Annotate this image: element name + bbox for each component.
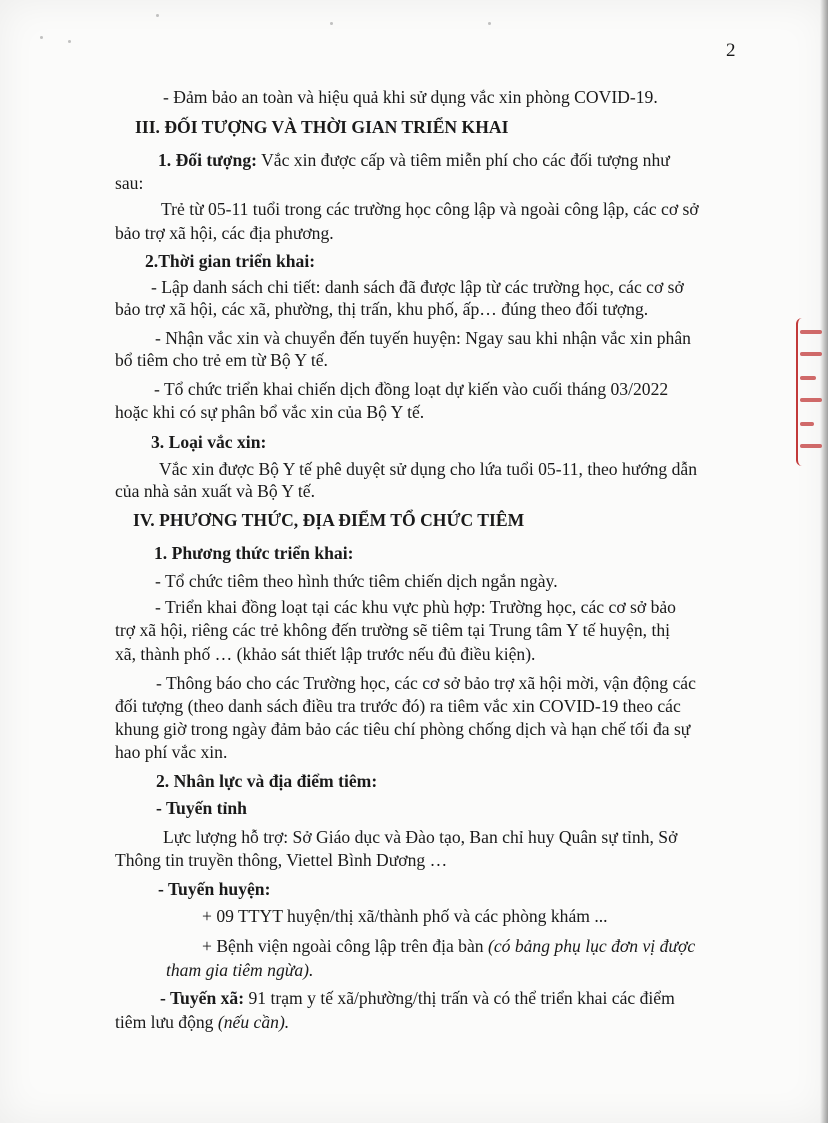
- subheading-thoi-gian: 2.Thời gian triển khai:: [145, 251, 316, 271]
- subheading-tuyen-tinh: - Tuyến tỉnh: [156, 798, 247, 818]
- text-line: [158, 149, 670, 171]
- text-line: của nhà sản xuất và Bộ Y tế.: [115, 481, 315, 501]
- section-heading-iv: IV. PHƯƠNG THỨC, ĐỊA ĐIỂM TỔ CHỨC TIÊM: [133, 510, 525, 530]
- text-line: trợ xã hội, riêng các trẻ không đến trường sẽ tiêm tại Trung tâm Y tế huyện, thị: [115, 620, 671, 640]
- text-line: hao phí vắc xin.: [115, 742, 228, 762]
- text-line: - Đảm bảo an toàn và hiệu quả khi sử dụng vắc xin phòng COVID-19.: [163, 87, 658, 107]
- text-span: tiêm lưu động: [115, 1012, 218, 1032]
- text-line: đối tượng (theo danh sách điều tra trước đó) ra tiêm vắc xin COVID-19 theo các: [115, 696, 681, 716]
- text-line: - Triển khai đồng loạt tại các khu vực phù hợp: Trường học, các cơ sở bảo: [155, 597, 676, 617]
- text-line: Vắc xin được Bộ Y tế phê duyệt sử dụng cho lứa tuổi 05-11, theo hướng dẫn: [159, 459, 698, 479]
- text-line: bảo trợ xã hội, các xã, phường, thị trấn, khu phố, ấp… đúng theo đối tượng.: [115, 299, 649, 319]
- text-line: - Thông báo cho các Trường học, các cơ sở bảo trợ xã hội mời, vận động các: [156, 673, 696, 693]
- text-line: hoặc khi có sự phân bổ vắc xin của Bộ Y tế.: [115, 402, 425, 422]
- text-line: - Tổ chức triển khai chiến dịch đồng loạt dự kiến vào cuối tháng 03/2022: [154, 379, 669, 399]
- text-line: sau:: [115, 173, 144, 193]
- text-line: [160, 987, 675, 1009]
- subheading-doi-tuong: 1. Đối tượng:: [158, 150, 257, 170]
- subheading-phuong-thuc: 1. Phương thức triển khai:: [154, 543, 354, 563]
- text-span: 91 trạm y tế xã/phường/thị trấn và có thể triển khai các điểm: [244, 988, 675, 1008]
- text-span-italic: (nếu cần).: [217, 1012, 290, 1032]
- page-edge-shadow: [820, 0, 828, 1123]
- text-line-italic: tham gia tiêm ngừa).: [166, 960, 314, 980]
- text-span: + Bệnh viện ngoài công lập trên địa bàn: [202, 936, 488, 956]
- text-line: - Lập danh sách chi tiết: danh sách đã được lập từ các trường học, các cơ sở: [151, 277, 684, 297]
- text-span: Vắc xin được cấp và tiêm miễn phí cho các đối tượng như: [256, 150, 670, 170]
- text-line: Trẻ từ 05-11 tuổi trong các trường học công lập và ngoài công lập, các cơ sở: [161, 199, 699, 219]
- subheading-nhan-luc: 2. Nhân lực và địa điểm tiêm:: [156, 771, 378, 791]
- subheading-loai-vac-xin: 3. Loại vắc xin:: [151, 432, 267, 452]
- text-line: bổ tiêm cho trẻ em từ Bộ Y tế.: [115, 350, 328, 370]
- text-line: Lực lượng hỗ trợ: Sở Giáo dục và Đào tạo, Ban chỉ huy Quân sự tỉnh, Sở: [163, 827, 678, 847]
- page-number: 2: [726, 40, 736, 61]
- section-heading-iii: III. ĐỐI TƯỢNG VÀ THỜI GIAN TRIỂN KHAI: [135, 117, 509, 137]
- text-line: [115, 1011, 289, 1033]
- subheading-tuyen-huyen: - Tuyến huyện:: [158, 879, 271, 899]
- text-line: bảo trợ xã hội, các địa phương.: [115, 223, 334, 243]
- text-line: [202, 935, 695, 957]
- text-span-italic: (có bảng phụ lục đơn vị được: [487, 936, 696, 956]
- text-line: khung giờ trong ngày đảm bảo các tiêu chí phòng chống dịch và hạn chế tối đa sự: [115, 719, 691, 739]
- text-line: Thông tin truyền thông, Viettel Bình Dương …: [115, 850, 448, 870]
- text-line: + 09 TTYT huyện/thị xã/thành phố và các phòng khám ...: [202, 906, 608, 926]
- text-line: xã, thành phố … (khảo sát thiết lập trước nếu đủ điều kiện).: [115, 644, 536, 664]
- text-line: - Nhận vắc xin và chuyển đến tuyến huyện: Ngay sau khi nhận vắc xin phân: [155, 328, 691, 348]
- subheading-tuyen-xa: - Tuyến xã:: [160, 988, 245, 1008]
- red-stamp-mark: [796, 318, 826, 466]
- text-line: - Tổ chức tiêm theo hình thức tiêm chiến dịch ngắn ngày.: [155, 571, 558, 591]
